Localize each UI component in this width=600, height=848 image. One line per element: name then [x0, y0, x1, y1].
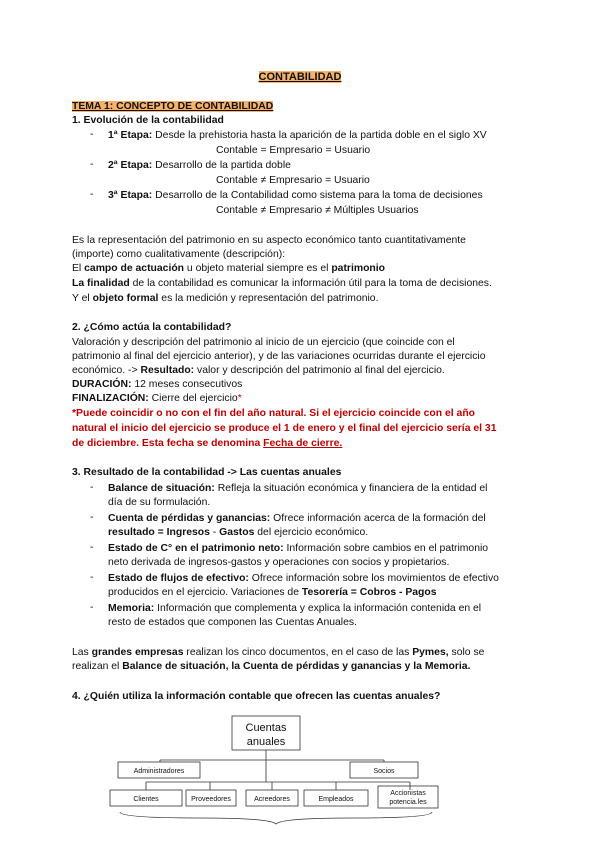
item-flujos-line2: producidos en el ejercicio. Variaciones de Tesorería = Cobros - Pagos [108, 587, 437, 598]
paragraph-finalidad: La finalidad de la contabilidad es comunicar la información útil para la toma de decisiones. [72, 278, 492, 289]
note-red-2: natural el inicio del ejercicio se produce el 1 de enero y el final del ejercicio sería el 31 [72, 423, 497, 434]
diagram-label-socios: Socios [373, 768, 395, 775]
bottom-brace [120, 812, 432, 824]
diagram-label-empleados: Empleados [318, 796, 354, 803]
item-memoria-line2: resto de estados que componen las Cuentas Anuales. [108, 617, 357, 628]
item-pyg: Cuenta de pérdidas y ganancias: Ofrece información acerca de la formación del [108, 513, 486, 524]
duracion: DURACIÓN: 12 meses consecutivos [72, 379, 243, 390]
s2-line-3: económico. -> Resultado: valor y descripción del patrimonio al final del ejercicio. [72, 365, 445, 376]
item-patrimonio-neto-line2: neto derivada de ingresos-gastos y operaciones con socios y propietarios. [108, 557, 450, 568]
diagram-label-clientes: Clientes [133, 796, 159, 803]
item-pyg-line2: resultado = Ingresos - Gastos del ejercicio económico. [108, 527, 369, 538]
etapa-2: 2ª Etapa: Desarrollo de la partida doble [108, 160, 291, 171]
diagram-label-acreedores: Acreedores [254, 796, 290, 803]
s2-line-2: patrimonio al final del ejercicio anterior), y de las variaciones ocurridas durante el ejercicio [72, 351, 486, 362]
paragraph-definition-1: Es la representación del patrimonio en su aspecto económico tanto cuantitativamente [72, 235, 466, 246]
paragraph-campo: El campo de actuación u objeto material siempre es el patrimonio [72, 263, 386, 274]
item-balance: Balance de situación: Refleja la situación económica y financiera de la entidad el [108, 483, 488, 494]
etapa-2-formula: Contable ≠ Empresario = Usuario [216, 175, 370, 186]
finalizacion: FINALIZACIÓN: Cierre del ejercicio* [72, 393, 242, 404]
document-page: CONTABILIDAD TEMA 1: CONCEPTO DE CONTABILIDAD 1. Evolución de la contabilidad - 1ª Etapa: Desde la prehistoria hasta la aparición de la partida doble en el siglo XV Contable = Empresario = Usuario - 2ª Etapa: Desarrollo de la partida doble Contable ≠ Empresario = Usuario - 3ª Etapa: Desarrollo de la Contabilidad como sistema para la toma de decisiones Contable ≠ Empresario ≠ Múltiples Usuarios Es la representación del patrimonio en su aspecto económico tanto cuantitativamente (importe) como cualitativamente (descripción): El campo de actuación u objeto material siempre es el patrimonio La finalidad de la contabilidad es comunicar la información útil para la toma de decisiones. Y el objeto formal es la medición y representación del patrimonio. 2. ¿Cómo actúa la contabilidad? Valoración y descripción del patrimonio al inicio de un ejercicio (que coincide con el patrimonio al final del ejercicio anterior), y de las variaciones ocurridas durante el ejercicio económico. -> Resultado: valor y descripción del patrimonio al final del ejercicio. DURACIÓN: 12 meses consecutivos FINALIZACIÓN: Cierre del ejercicio* *Puede coincidir o no con el fin del año natural. Si el ejercicio coincide con el año natural el inicio del ejercicio se produce el 1 de enero y el final del ejercicio sería el 31 de diciembre. Esta fecha se denomina Fecha de cierre. 3. Resultado de la contabilidad -> Las cuentas anuales - Balance de situación: Refleja la situación económica y financiera de la entidad el día de su formulación. - Cuenta de pérdidas y ganancias: Ofrece información acerca de la formación del resultado = Ingresos - Gastos del ejercicio económico. - Estado de C° en el patrimonio neto: Información sobre cambios en el patrimonio neto derivada de ingresos-gastos y operaciones con socios y propietarios. - Estado de flujos de efectivo: Ofrece información sobre los movimientos de efectivo producidos en el ejercicio. Variaciones de Tesorería = Cobros - Pagos - Memoria: Información que complementa y explica la información contenida en el resto de estados que componen las Cuentas Anuales. Las grandes empresas realizan los cinco documentos, en el caso de las Pymes, solo se realizan el Balance de situación, la Cuenta de pérdidas y ganancias y la Memoria. 4. ¿Quién utiliza la información contable que ofrecen las cuentas anuales? Cuentas anuales Administradores Socios Clientes Proveedores Acreedores Empleados Accionistas potencia.les [0, 0, 600, 848]
section-1-heading: 1. Evolución de la contabilidad [72, 115, 224, 126]
grandes-empresas-2: realizan el Balance de situación, la Cuenta de pérdidas y ganancias y la Memoria. [72, 661, 471, 672]
s2-line-1: Valoración y descripción del patrimonio al inicio de un ejercicio (que coincide con el [72, 337, 455, 348]
section-2-heading: 2. ¿Cómo actúa la contabilidad? [72, 322, 232, 333]
section-3-heading: 3. Resultado de la contabilidad -> Las cuentas anuales [72, 467, 342, 478]
paragraph-definition-2: (importe) como cualitativamente (descripción): [72, 249, 286, 260]
item-flujos: Estado de flujos de efectivo: Ofrece información sobre los movimientos de efectivo [108, 573, 499, 584]
diagram-label-accionistas-1: Accionistas [390, 790, 426, 797]
diagram-root-label-2: anuales [246, 736, 286, 748]
etapa-3: 3ª Etapa: Desarrollo de la Contabilidad como sistema para la toma de decisiones [108, 190, 483, 201]
etapa-1-formula: Contable = Empresario = Usuario [216, 145, 371, 156]
diagram-label-proveedores: Proveedores [191, 796, 231, 803]
note-red-3: de diciembre. Esta fecha se denomina Fecha de cierre. [72, 438, 343, 449]
item-patrimonio-neto: Estado de C° en el patrimonio neto: Información sobre cambios en el patrimonio [108, 543, 489, 554]
item-balance-line2: día de su formulación. [108, 497, 211, 508]
tema-heading: TEMA 1: CONCEPTO DE CONTABILIDAD [72, 101, 274, 112]
document-title: CONTABILIDAD [258, 71, 342, 83]
paragraph-objeto-formal: Y el objeto formal es la medición y representación del patrimonio. [72, 293, 379, 304]
section-4-heading: 4. ¿Quién utiliza la información contable que ofrecen las cuentas anuales? [72, 691, 441, 702]
etapa-1: 1ª Etapa: Desde la prehistoria hasta la aparición de la partida doble en el siglo XV [108, 130, 487, 141]
note-red-1: *Puede coincidir o no con el fin del año natural. Si el ejercicio coincide con el año [72, 408, 476, 419]
grandes-empresas-1: Las grandes empresas realizan los cinco documentos, en el caso de las Pymes, solo se [72, 647, 485, 658]
item-memoria: Memoria: Información que complementa y explica la información contenida en el [108, 603, 482, 614]
etapa-3-formula: Contable ≠ Empresario ≠ Múltiples Usuarios [216, 205, 419, 216]
diagram-root-label-1: Cuentas [245, 722, 287, 734]
diagram-label-administradores: Administradores [133, 768, 185, 775]
diagram-label-accionistas-2: potencia.les [389, 799, 427, 806]
